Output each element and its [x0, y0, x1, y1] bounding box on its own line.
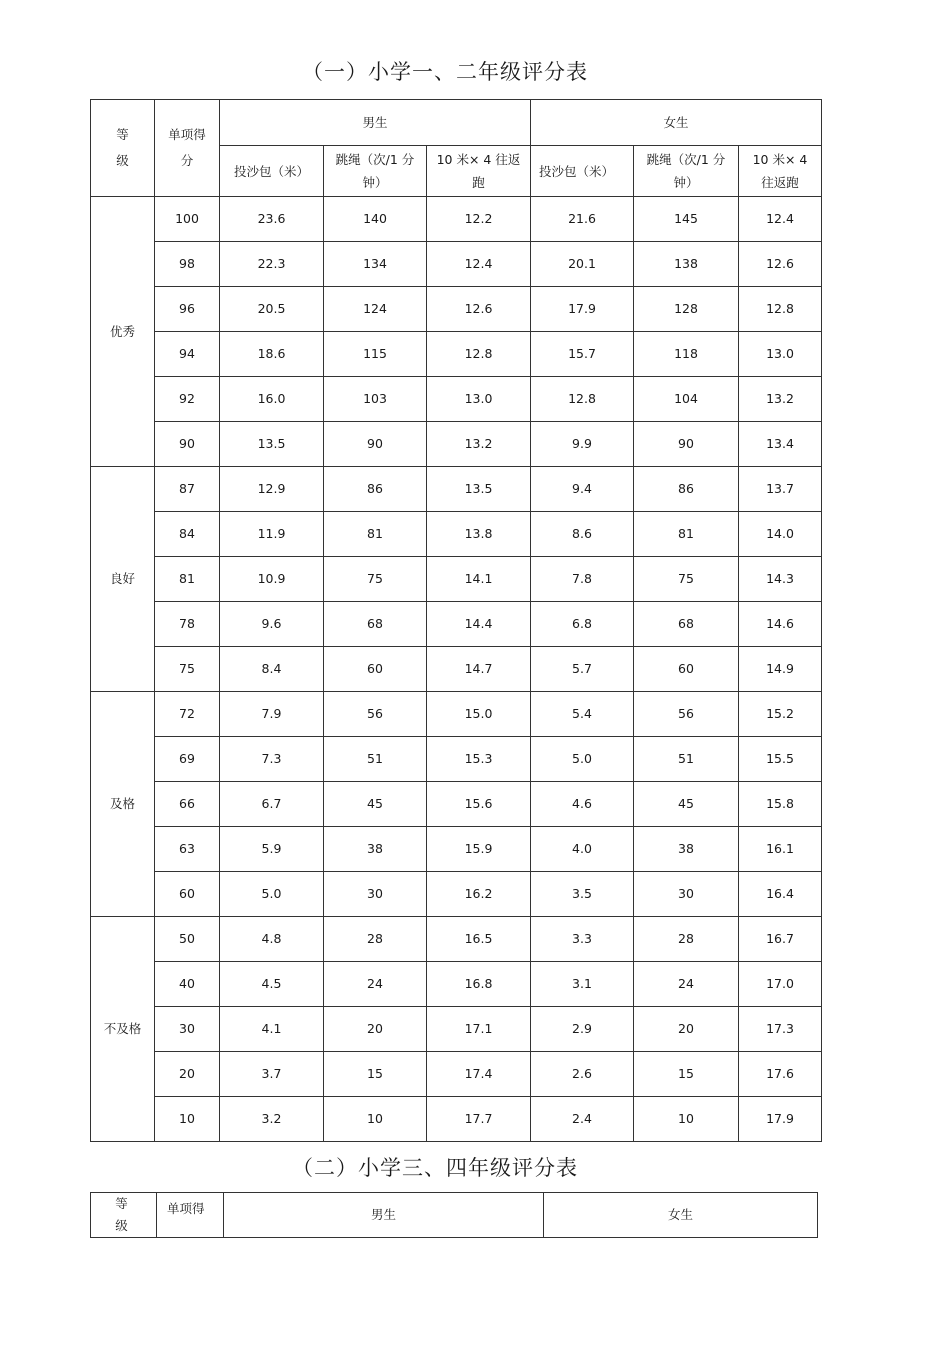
female-shuttle-cell: 15.5 — [739, 737, 822, 782]
female-sandbag-cell: 4.6 — [531, 782, 634, 827]
male-shuttle-cell: 12.6 — [427, 287, 531, 332]
male-sandbag-cell: 10.9 — [220, 557, 324, 602]
female-rope-cell: 86 — [634, 467, 739, 512]
female-rope-cell: 30 — [634, 872, 739, 917]
male-rope-header — [324, 146, 427, 197]
female-sandbag-cell: 20.1 — [531, 242, 634, 287]
female-shuttle-cell: 14.9 — [739, 647, 822, 692]
table-row — [91, 737, 822, 782]
male-sandbag-cell: 4.1 — [220, 1007, 324, 1052]
female-rope-cell: 51 — [634, 737, 739, 782]
male-rope-cell: 24 — [324, 962, 427, 1007]
female-sandbag-cell: 7.8 — [531, 557, 634, 602]
female-rope-cell: 20 — [634, 1007, 739, 1052]
grade12-score-table — [90, 99, 822, 1142]
male-shuttle-cell: 16.2 — [427, 872, 531, 917]
section1-title: （一）小学一、二年级评分表 — [302, 60, 588, 84]
female-shuttle-cell: 14.6 — [739, 602, 822, 647]
female-shuttle-cell: 17.3 — [739, 1007, 822, 1052]
female-rope-cell: 24 — [634, 962, 739, 1007]
score-header-label: 单项得 分 — [168, 127, 206, 168]
female-rope-cell: 45 — [634, 782, 739, 827]
female-sandbag-header: 投沙包（米） — [531, 146, 634, 197]
table-row — [91, 557, 822, 602]
male-sandbag-header: 投沙包（米） — [220, 146, 324, 197]
score-cell: 10 — [155, 1097, 220, 1142]
female-rope-cell: 81 — [634, 512, 739, 557]
section2-title: （二）小学三、四年级评分表 — [292, 1156, 578, 1180]
table-row — [91, 827, 822, 872]
header-row-1 — [91, 100, 822, 146]
grade-cell: 良好 — [91, 467, 155, 692]
female-rope-cell: 38 — [634, 827, 739, 872]
male-sandbag-cell: 13.5 — [220, 422, 324, 467]
female-shuttle-cell: 16.1 — [739, 827, 822, 872]
male-shuttle-header — [427, 146, 531, 197]
male-rope-cell: 103 — [324, 377, 427, 422]
table-row — [91, 512, 822, 557]
table-row — [91, 1052, 822, 1097]
male-sandbag-cell: 5.9 — [220, 827, 324, 872]
score-cell: 87 — [155, 467, 220, 512]
male-sandbag-cell: 23.6 — [220, 197, 324, 242]
score-cell: 84 — [155, 512, 220, 557]
male-shuttle-cell: 15.0 — [427, 692, 531, 737]
table2-female-header: 女生 — [544, 1193, 818, 1238]
score-cell: 60 — [155, 872, 220, 917]
male-shuttle-cell: 13.0 — [427, 377, 531, 422]
female-shuttle-cell: 17.6 — [739, 1052, 822, 1097]
female-rope-cell: 28 — [634, 917, 739, 962]
male-shuttle-cell: 14.4 — [427, 602, 531, 647]
grade-header-label: 等 级 — [116, 127, 129, 168]
table-row — [91, 692, 822, 737]
male-shuttle-cell: 12.8 — [427, 332, 531, 377]
male-rope-cell: 45 — [324, 782, 427, 827]
female-shuttle-cell: 15.8 — [739, 782, 822, 827]
male-shuttle-cell: 16.8 — [427, 962, 531, 1007]
score-cell: 94 — [155, 332, 220, 377]
male-rope-cell: 75 — [324, 557, 427, 602]
female-sandbag-cell: 17.9 — [531, 287, 634, 332]
female-shuttle-cell: 12.4 — [739, 197, 822, 242]
male-shuttle-cell: 17.4 — [427, 1052, 531, 1097]
female-shuttle-cell: 13.4 — [739, 422, 822, 467]
score-header — [155, 100, 220, 197]
female-header: 女生 — [531, 100, 822, 146]
male-rope-cell: 15 — [324, 1052, 427, 1097]
female-sandbag-cell: 5.7 — [531, 647, 634, 692]
female-shuttle-cell: 16.4 — [739, 872, 822, 917]
male-shuttle-cell: 14.7 — [427, 647, 531, 692]
female-rope-label: 跳绳（次/1 分 钟） — [646, 152, 726, 190]
table-row — [91, 962, 822, 1007]
male-sandbag-cell: 16.0 — [220, 377, 324, 422]
table-row — [91, 377, 822, 422]
male-sandbag-cell: 3.7 — [220, 1052, 324, 1097]
male-shuttle-cell: 17.7 — [427, 1097, 531, 1142]
female-shuttle-cell: 17.0 — [739, 962, 822, 1007]
male-rope-cell: 38 — [324, 827, 427, 872]
table2-score-header: 单项得 — [157, 1193, 224, 1238]
female-sandbag-cell: 2.9 — [531, 1007, 634, 1052]
grade-cell: 不及格 — [91, 917, 155, 1142]
female-sandbag-cell: 6.8 — [531, 602, 634, 647]
female-rope-header — [634, 146, 739, 197]
table-row — [91, 872, 822, 917]
female-shuttle-cell: 13.0 — [739, 332, 822, 377]
male-shuttle-cell: 12.4 — [427, 242, 531, 287]
female-sandbag-cell: 3.3 — [531, 917, 634, 962]
male-shuttle-cell: 15.6 — [427, 782, 531, 827]
male-shuttle-cell: 12.2 — [427, 197, 531, 242]
male-sandbag-cell: 3.2 — [220, 1097, 324, 1142]
table-row — [91, 1007, 822, 1052]
grade34-score-table — [90, 1192, 818, 1238]
male-rope-cell: 68 — [324, 602, 427, 647]
male-shuttle-label: 10 米× 4 往返 跑 — [436, 152, 521, 190]
score-cell: 98 — [155, 242, 220, 287]
female-shuttle-cell: 14.3 — [739, 557, 822, 602]
male-sandbag-cell: 11.9 — [220, 512, 324, 557]
male-rope-cell: 51 — [324, 737, 427, 782]
score-cell: 50 — [155, 917, 220, 962]
female-rope-cell: 56 — [634, 692, 739, 737]
male-rope-cell: 30 — [324, 872, 427, 917]
table-row — [91, 602, 822, 647]
table-row — [91, 242, 822, 287]
male-shuttle-cell: 15.3 — [427, 737, 531, 782]
female-shuttle-cell: 12.8 — [739, 287, 822, 332]
female-shuttle-cell: 12.6 — [739, 242, 822, 287]
male-rope-cell: 56 — [324, 692, 427, 737]
female-sandbag-cell: 2.6 — [531, 1052, 634, 1097]
table-row — [91, 467, 822, 512]
female-sandbag-cell: 3.1 — [531, 962, 634, 1007]
male-shuttle-cell: 16.5 — [427, 917, 531, 962]
score-cell: 81 — [155, 557, 220, 602]
male-shuttle-cell: 14.1 — [427, 557, 531, 602]
male-rope-cell: 140 — [324, 197, 427, 242]
score-cell: 66 — [155, 782, 220, 827]
female-sandbag-cell: 2.4 — [531, 1097, 634, 1142]
male-rope-cell: 10 — [324, 1097, 427, 1142]
female-rope-cell: 68 — [634, 602, 739, 647]
score-cell: 40 — [155, 962, 220, 1007]
female-sandbag-cell: 12.8 — [531, 377, 634, 422]
female-rope-cell: 145 — [634, 197, 739, 242]
male-header: 男生 — [220, 100, 531, 146]
male-sandbag-cell: 9.6 — [220, 602, 324, 647]
female-shuttle-cell: 16.7 — [739, 917, 822, 962]
female-shuttle-label: 10 米× 4 往返跑 — [752, 152, 808, 190]
male-sandbag-cell: 22.3 — [220, 242, 324, 287]
female-shuttle-cell: 15.2 — [739, 692, 822, 737]
table-row — [91, 647, 822, 692]
male-sandbag-cell: 4.5 — [220, 962, 324, 1007]
male-sandbag-cell: 12.9 — [220, 467, 324, 512]
male-rope-label: 跳绳（次/1 分 钟） — [335, 152, 415, 190]
male-sandbag-cell: 8.4 — [220, 647, 324, 692]
male-rope-cell: 28 — [324, 917, 427, 962]
female-rope-cell: 75 — [634, 557, 739, 602]
female-rope-cell: 15 — [634, 1052, 739, 1097]
score-cell: 78 — [155, 602, 220, 647]
score-cell: 96 — [155, 287, 220, 332]
table2-header-row — [91, 1193, 818, 1238]
male-sandbag-cell: 20.5 — [220, 287, 324, 332]
table-row — [91, 782, 822, 827]
male-shuttle-cell: 13.5 — [427, 467, 531, 512]
score-cell: 100 — [155, 197, 220, 242]
female-sandbag-cell: 8.6 — [531, 512, 634, 557]
male-shuttle-cell: 13.2 — [427, 422, 531, 467]
male-sandbag-cell: 6.7 — [220, 782, 324, 827]
score-cell: 20 — [155, 1052, 220, 1097]
female-rope-cell: 118 — [634, 332, 739, 377]
table-row — [91, 422, 822, 467]
female-sandbag-cell: 3.5 — [531, 872, 634, 917]
female-shuttle-cell: 13.2 — [739, 377, 822, 422]
female-shuttle-cell: 14.0 — [739, 512, 822, 557]
female-rope-cell: 90 — [634, 422, 739, 467]
male-shuttle-cell: 13.8 — [427, 512, 531, 557]
score-cell: 92 — [155, 377, 220, 422]
score-table-body — [91, 197, 822, 1142]
male-rope-cell: 124 — [324, 287, 427, 332]
score-cell: 69 — [155, 737, 220, 782]
female-sandbag-cell: 9.9 — [531, 422, 634, 467]
female-shuttle-cell: 13.7 — [739, 467, 822, 512]
male-sandbag-cell: 18.6 — [220, 332, 324, 377]
table2-male-header: 男生 — [224, 1193, 544, 1238]
table-row — [91, 332, 822, 377]
score-cell: 75 — [155, 647, 220, 692]
male-sandbag-cell: 4.8 — [220, 917, 324, 962]
male-rope-cell: 86 — [324, 467, 427, 512]
female-sandbag-cell: 21.6 — [531, 197, 634, 242]
male-sandbag-cell: 7.3 — [220, 737, 324, 782]
grade-header — [91, 100, 155, 197]
female-sandbag-cell: 5.4 — [531, 692, 634, 737]
female-sandbag-cell: 9.4 — [531, 467, 634, 512]
male-sandbag-cell: 7.9 — [220, 692, 324, 737]
female-sandbag-cell: 15.7 — [531, 332, 634, 377]
table-row — [91, 287, 822, 332]
table-row — [91, 917, 822, 962]
male-rope-cell: 90 — [324, 422, 427, 467]
score-cell: 90 — [155, 422, 220, 467]
male-rope-cell: 81 — [324, 512, 427, 557]
table-row — [91, 197, 822, 242]
female-shuttle-header — [739, 146, 822, 197]
male-shuttle-cell: 17.1 — [427, 1007, 531, 1052]
female-rope-cell: 10 — [634, 1097, 739, 1142]
female-sandbag-cell: 4.0 — [531, 827, 634, 872]
male-rope-cell: 60 — [324, 647, 427, 692]
grade-cell: 及格 — [91, 692, 155, 917]
score-cell: 63 — [155, 827, 220, 872]
male-shuttle-cell: 15.9 — [427, 827, 531, 872]
female-sandbag-cell: 5.0 — [531, 737, 634, 782]
score-cell: 72 — [155, 692, 220, 737]
male-sandbag-cell: 5.0 — [220, 872, 324, 917]
female-rope-cell: 138 — [634, 242, 739, 287]
male-rope-cell: 20 — [324, 1007, 427, 1052]
female-shuttle-cell: 17.9 — [739, 1097, 822, 1142]
grade-cell: 优秀 — [91, 197, 155, 467]
male-rope-cell: 134 — [324, 242, 427, 287]
female-rope-cell: 128 — [634, 287, 739, 332]
female-rope-cell: 60 — [634, 647, 739, 692]
table2-grade-header: 等 级 — [91, 1193, 157, 1238]
table-row — [91, 1097, 822, 1142]
female-rope-cell: 104 — [634, 377, 739, 422]
male-rope-cell: 115 — [324, 332, 427, 377]
score-cell: 30 — [155, 1007, 220, 1052]
